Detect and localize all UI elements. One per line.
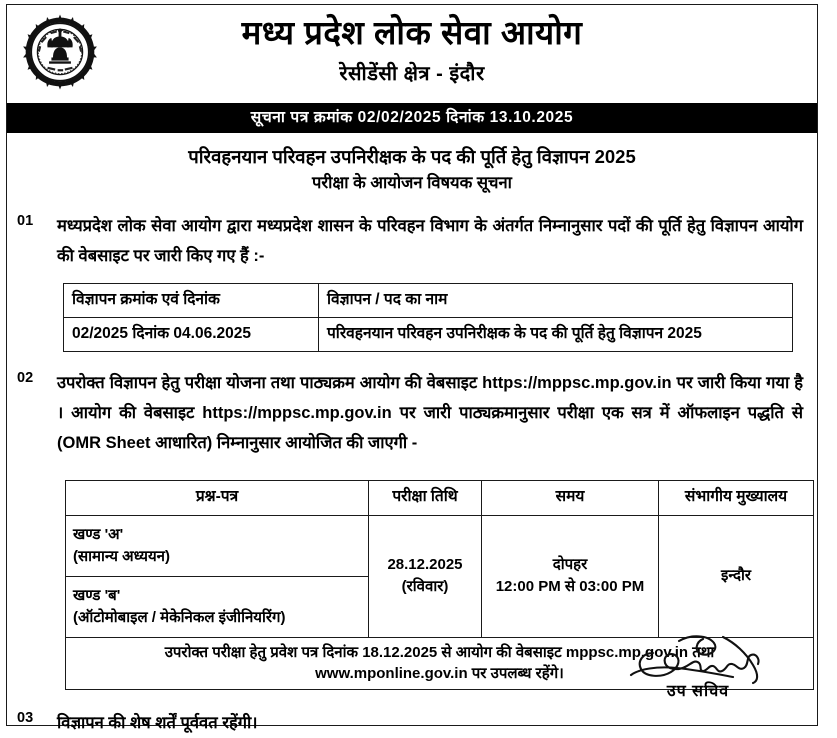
column-header-advertisement-name: विज्ञापन / पद का नाम bbox=[319, 283, 793, 317]
cell-exam-date bbox=[369, 515, 482, 637]
cell-advertisement-number: 02/2025 दिनांक 04.06.2025 bbox=[64, 318, 319, 352]
clause-number: 01 bbox=[17, 212, 34, 229]
paper-b-subject: (ऑटोमोबाइल / मेकेनिकल इंजीनियरिंग) bbox=[73, 608, 286, 626]
advertisement-table bbox=[63, 283, 793, 352]
cell-exam-time bbox=[482, 515, 659, 637]
exam-day-value: (रविवार) bbox=[401, 578, 449, 596]
cell-advertisement-name: परिवहनयान परिवहन उपनिरीक्षक के पद की पूर्ति हेतु विज्ञापन 2025 bbox=[319, 318, 793, 352]
notice-title: परिवहनयान परिवहन उपनिरीक्षक के पद की पूर्ति हेतु विज्ञापन 2025 bbox=[188, 146, 636, 168]
signature-designation: उप सचिव bbox=[666, 683, 730, 700]
notice-document-page bbox=[6, 4, 818, 733]
clause-number: 02 bbox=[17, 370, 34, 387]
clause-03 bbox=[7, 708, 817, 738]
column-header-time: समय bbox=[482, 481, 659, 515]
signature-block bbox=[603, 633, 793, 707]
cell-paper-b bbox=[66, 576, 369, 637]
column-header-advertisement-number: विज्ञापन क्रमांक एवं दिनांक bbox=[64, 283, 319, 317]
time-range: 12:00 PM से 03:00 PM bbox=[495, 578, 645, 596]
admit-card-note-line-2: www.mponline.gov.in पर उपलब्ध रहेंगे। bbox=[315, 665, 564, 683]
exam-date-value: 28.12.2025 bbox=[387, 556, 463, 574]
clause-02 bbox=[7, 368, 817, 458]
table-row-paper-a bbox=[66, 515, 814, 576]
document-header bbox=[7, 5, 817, 103]
cell-divisional-headquarter: इन्दौर bbox=[659, 515, 814, 637]
column-header-paper: प्रश्न-पत्र bbox=[66, 481, 369, 515]
mppsc-seal-icon bbox=[21, 13, 99, 91]
table-header-row bbox=[64, 283, 793, 317]
notice-subtitle: परीक्षा के आयोजन विषयक सूचना bbox=[312, 174, 512, 193]
column-header-exam-date: परीक्षा तिथि bbox=[369, 481, 482, 515]
org-subtitle: रेसीडेंसी क्षेत्र - इंदौर bbox=[339, 62, 485, 85]
time-label: दोपहर bbox=[552, 556, 588, 574]
paper-a-name: खण्ड 'अ' bbox=[73, 525, 124, 543]
notice-reference-banner: सूचना पत्र क्रमांक 02/02/2025 दिनांक 13.10.2025 bbox=[7, 103, 817, 133]
admit-card-note-line-1: उपरोक्त परीक्षा हेतु प्रवेश पत्र दिनांक 18.12.2025 से आयोग की वेबसाइट mppsc.mp.gov.in तथा bbox=[164, 643, 715, 661]
table-header-row bbox=[66, 481, 814, 515]
clause-number: 03 bbox=[17, 710, 34, 727]
clause-text: मध्यप्रदेश लोक सेवा आयोग द्वारा मध्यप्रदेश शासन के परिवहन विभाग के अंतर्गत निम्नानुसार पदों की पूर्ति हेतु विज्ञापन आयोग की वेबसाइट पर जारी किए गए हैं :- bbox=[57, 216, 803, 265]
column-header-divisional-headquarter: संभागीय मुख्यालय bbox=[659, 481, 814, 515]
handwritten-signature-icon bbox=[613, 633, 783, 685]
clause-text: उपरोक्त विज्ञापन हेतु परीक्षा योजना तथा पाठ्यक्रम आयोग की वेबसाइट https://mppsc.mp.gov.in पर जारी किया गया है । आयोग की वेबसाइट https://mppsc.mp.gov.in पर जारी पाठ्यक्रमानुसार परीक्षा एक सत्र में ऑफलाइन पद्धति से (OMR Sheet आधारित) निम्नानुसार आयोजित की जाएगी - bbox=[57, 374, 803, 453]
clause-01 bbox=[7, 211, 817, 271]
clause-text: विज्ञापन की शेष शर्तें पूर्ववत रहेंगी। bbox=[57, 714, 258, 733]
cell-paper-a bbox=[66, 515, 369, 576]
page-title: मध्य प्रदेश लोक सेवा आयोग bbox=[241, 14, 583, 51]
paper-a-subject: (सामान्य अध्ययन) bbox=[73, 547, 170, 565]
table-row bbox=[64, 318, 793, 352]
paper-b-name: खण्ड 'ब' bbox=[73, 586, 121, 604]
